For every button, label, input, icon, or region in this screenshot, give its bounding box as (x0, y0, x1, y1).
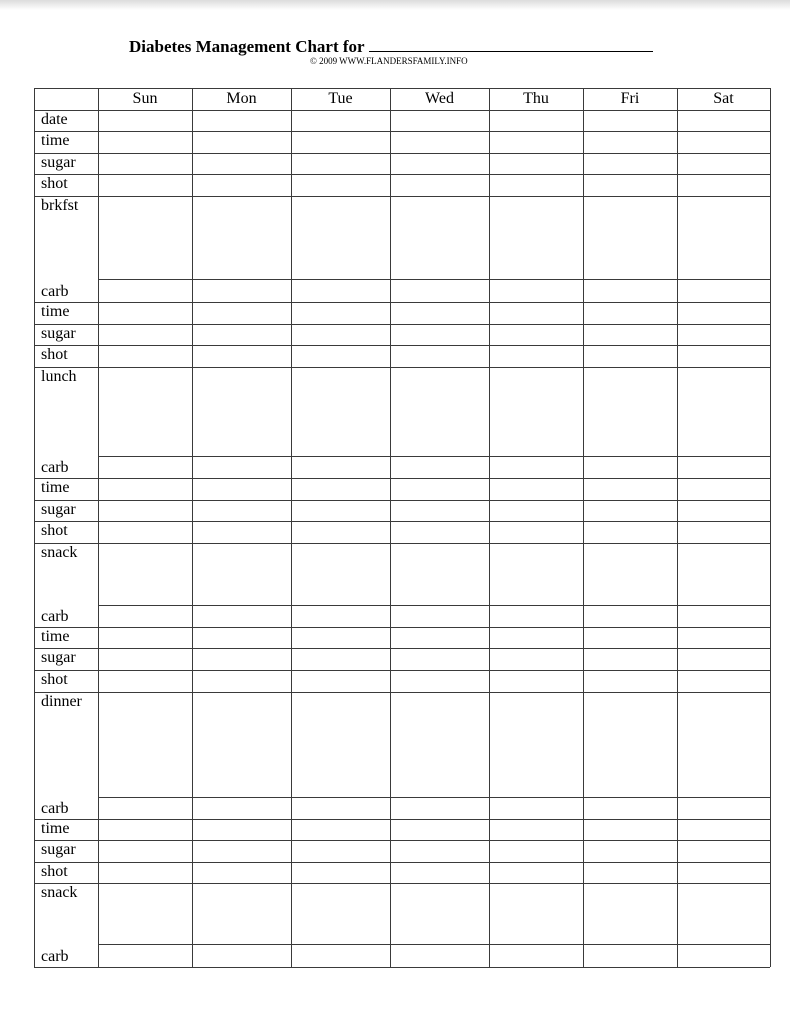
row-label-shot: shot (41, 671, 68, 688)
table-cell-shot-wed[interactable] (390, 862, 489, 883)
table-cell-time-wed[interactable] (390, 819, 489, 840)
table-cell-carb-thu[interactable] (489, 944, 583, 967)
table-cell-shot-thu[interactable] (489, 521, 583, 543)
row-label-sugar: sugar (41, 501, 76, 518)
row-label-carb: carb (41, 283, 69, 300)
table-cell-shot-thu[interactable] (489, 670, 583, 692)
table-border-left (34, 88, 35, 967)
table-cell-shot-sun[interactable] (98, 174, 192, 196)
table-cell-time-mon[interactable] (192, 131, 291, 153)
row-label-time: time (41, 479, 70, 496)
table-cell-sugar-sun[interactable] (98, 648, 192, 670)
page-title (129, 35, 653, 57)
table-cell-carb-sun[interactable] (98, 279, 192, 302)
table-cell-sugar-fri[interactable] (583, 500, 677, 521)
table-cell-sugar-thu[interactable] (489, 840, 583, 862)
row-label-time: time (41, 820, 70, 837)
table-cell-sugar-sat[interactable] (677, 324, 770, 345)
table-cell-shot-mon[interactable] (192, 174, 291, 196)
table-cell-dinner-sun[interactable] (98, 692, 192, 797)
row-label-time: time (41, 132, 70, 149)
table-cell-sugar-sun[interactable] (98, 324, 192, 345)
row-label-carb: carb (41, 459, 69, 476)
column-divider (291, 88, 292, 967)
table-cell-shot-sat[interactable] (677, 862, 770, 883)
table-cell-time-sun[interactable] (98, 131, 192, 153)
table-cell-carb-wed[interactable] (390, 279, 489, 302)
table-cell-time-tue[interactable] (291, 302, 390, 324)
table-cell-brkfst-mon[interactable] (192, 196, 291, 279)
table-cell-sugar-mon[interactable] (192, 324, 291, 345)
table-cell-sugar-wed[interactable] (390, 648, 489, 670)
table-cell-time-sun[interactable] (98, 627, 192, 648)
table-cell-dinner-wed[interactable] (390, 692, 489, 797)
column-header-wed: Wed (425, 90, 454, 107)
table-cell-carb-thu[interactable] (489, 797, 583, 819)
table-cell-carb-sun[interactable] (98, 797, 192, 819)
row-label-snack: snack (41, 544, 78, 561)
table-cell-carb-sun[interactable] (98, 605, 192, 627)
table-cell-carb-wed[interactable] (390, 797, 489, 819)
table-cell-dinner-mon[interactable] (192, 692, 291, 797)
table-cell-sugar-sat[interactable] (677, 648, 770, 670)
table-cell-dinner-sat[interactable] (677, 692, 770, 797)
table-cell-lunch-sun[interactable] (98, 367, 192, 456)
table-cell-sugar-mon[interactable] (192, 153, 291, 174)
table-cell-shot-fri[interactable] (583, 174, 677, 196)
table-cell-time-thu[interactable] (489, 627, 583, 648)
row-label-carb: carb (41, 608, 69, 625)
table-cell-shot-fri[interactable] (583, 862, 677, 883)
table-cell-time-fri[interactable] (583, 819, 677, 840)
table-cell-sugar-fri[interactable] (583, 840, 677, 862)
column-header-fri: Fri (620, 90, 640, 107)
table-cell-sugar-sat[interactable] (677, 840, 770, 862)
table-cell-carb-wed[interactable] (390, 605, 489, 627)
table-cell-shot-sat[interactable] (677, 174, 770, 196)
table-cell-snack-tue[interactable] (291, 883, 390, 944)
table-cell-shot-sat[interactable] (677, 670, 770, 692)
row-label-sugar: sugar (41, 649, 76, 666)
table-cell-sugar-thu[interactable] (489, 500, 583, 521)
column-header-sat: Sat (713, 90, 734, 107)
table-cell-shot-fri[interactable] (583, 345, 677, 367)
table-cell-date-mon[interactable] (192, 110, 291, 131)
table-cell-time-thu[interactable] (489, 131, 583, 153)
table-cell-sugar-mon[interactable] (192, 840, 291, 862)
table-cell-carb-tue[interactable] (291, 605, 390, 627)
table-cell-time-tue[interactable] (291, 478, 390, 500)
table-cell-shot-wed[interactable] (390, 174, 489, 196)
table-cell-carb-tue[interactable] (291, 456, 390, 478)
table-cell-time-sun[interactable] (98, 819, 192, 840)
table-cell-carb-sat[interactable] (677, 456, 770, 478)
table-cell-snack-sat[interactable] (677, 543, 770, 605)
table-cell-shot-tue[interactable] (291, 345, 390, 367)
table-cell-date-sat[interactable] (677, 110, 770, 131)
table-cell-carb-mon[interactable] (192, 279, 291, 302)
table-cell-time-sun[interactable] (98, 302, 192, 324)
table-cell-shot-sun[interactable] (98, 345, 192, 367)
table-cell-dinner-thu[interactable] (489, 692, 583, 797)
row-label-shot: shot (41, 863, 68, 880)
column-divider (192, 88, 193, 967)
table-cell-date-sun[interactable] (98, 110, 192, 131)
table-cell-sugar-tue[interactable] (291, 153, 390, 174)
table-cell-time-wed[interactable] (390, 302, 489, 324)
column-header-tue: Tue (328, 90, 353, 107)
table-cell-sugar-wed[interactable] (390, 500, 489, 521)
table-cell-carb-sun[interactable] (98, 456, 192, 478)
table-cell-brkfst-tue[interactable] (291, 196, 390, 279)
table-cell-time-wed[interactable] (390, 131, 489, 153)
table-cell-shot-fri[interactable] (583, 521, 677, 543)
table-cell-sugar-fri[interactable] (583, 648, 677, 670)
table-cell-shot-sat[interactable] (677, 521, 770, 543)
table-cell-time-thu[interactable] (489, 819, 583, 840)
table-cell-snack-tue[interactable] (291, 543, 390, 605)
table-cell-time-sat[interactable] (677, 131, 770, 153)
table-cell-snack-mon[interactable] (192, 883, 291, 944)
table-cell-shot-thu[interactable] (489, 862, 583, 883)
table-cell-time-wed[interactable] (390, 478, 489, 500)
row-label-time: time (41, 303, 70, 320)
table-cell-time-sat[interactable] (677, 478, 770, 500)
table-cell-lunch-thu[interactable] (489, 367, 583, 456)
column-divider (677, 88, 678, 967)
table-cell-carb-sat[interactable] (677, 279, 770, 302)
table-cell-time-sat[interactable] (677, 302, 770, 324)
table-cell-snack-thu[interactable] (489, 883, 583, 944)
row-label-carb: carb (41, 948, 69, 965)
table-cell-shot-wed[interactable] (390, 345, 489, 367)
table-cell-sugar-tue[interactable] (291, 500, 390, 521)
table-cell-sugar-sun[interactable] (98, 500, 192, 521)
table-cell-snack-sun[interactable] (98, 883, 192, 944)
row-divider (34, 967, 770, 968)
row-label-carb: carb (41, 800, 69, 817)
table-cell-time-tue[interactable] (291, 627, 390, 648)
table-cell-shot-tue[interactable] (291, 862, 390, 883)
table-cell-shot-mon[interactable] (192, 862, 291, 883)
table-cell-shot-mon[interactable] (192, 521, 291, 543)
table-cell-carb-fri[interactable] (583, 797, 677, 819)
table-cell-shot-sun[interactable] (98, 521, 192, 543)
table-cell-carb-fri[interactable] (583, 605, 677, 627)
table-cell-time-tue[interactable] (291, 819, 390, 840)
table-cell-shot-thu[interactable] (489, 345, 583, 367)
table-cell-brkfst-sat[interactable] (677, 196, 770, 279)
table-cell-carb-thu[interactable] (489, 279, 583, 302)
table-cell-date-thu[interactable] (489, 110, 583, 131)
table-cell-snack-fri[interactable] (583, 543, 677, 605)
table-cell-carb-tue[interactable] (291, 944, 390, 967)
table-cell-sugar-tue[interactable] (291, 648, 390, 670)
table-cell-snack-wed[interactable] (390, 883, 489, 944)
row-label-snack: snack (41, 884, 78, 901)
table-cell-carb-fri[interactable] (583, 944, 677, 967)
row-label-shot: shot (41, 522, 68, 539)
table-cell-shot-thu[interactable] (489, 174, 583, 196)
copyright-notice: © 2009 WWW.FLANDERSFAMILY.INFO (310, 56, 468, 66)
table-cell-shot-wed[interactable] (390, 670, 489, 692)
table-cell-time-thu[interactable] (489, 302, 583, 324)
table-cell-sugar-tue[interactable] (291, 324, 390, 345)
table-cell-shot-sun[interactable] (98, 862, 192, 883)
column-divider (583, 88, 584, 967)
table-cell-sugar-fri[interactable] (583, 153, 677, 174)
table-cell-carb-fri[interactable] (583, 279, 677, 302)
table-cell-time-fri[interactable] (583, 302, 677, 324)
table-cell-carb-tue[interactable] (291, 797, 390, 819)
row-label-dinner: dinner (41, 693, 82, 710)
table-cell-sugar-mon[interactable] (192, 500, 291, 521)
table-cell-time-sat[interactable] (677, 627, 770, 648)
table-cell-date-wed[interactable] (390, 110, 489, 131)
table-border-right (770, 88, 771, 967)
table-cell-sugar-sun[interactable] (98, 153, 192, 174)
table-cell-brkfst-fri[interactable] (583, 196, 677, 279)
table-cell-carb-wed[interactable] (390, 456, 489, 478)
column-divider (390, 88, 391, 967)
table-cell-time-wed[interactable] (390, 627, 489, 648)
column-divider (98, 88, 99, 967)
table-cell-time-fri[interactable] (583, 478, 677, 500)
table-cell-carb-sun[interactable] (98, 944, 192, 967)
table-cell-time-mon[interactable] (192, 302, 291, 324)
column-divider (489, 88, 490, 967)
table-cell-brkfst-thu[interactable] (489, 196, 583, 279)
table-cell-carb-sat[interactable] (677, 605, 770, 627)
table-cell-sugar-sat[interactable] (677, 153, 770, 174)
page-top-shadow (0, 0, 790, 10)
row-label-shot: shot (41, 175, 68, 192)
row-label-date: date (41, 111, 68, 128)
table-cell-shot-tue[interactable] (291, 521, 390, 543)
table-cell-date-tue[interactable] (291, 110, 390, 131)
table-cell-shot-tue[interactable] (291, 174, 390, 196)
table-cell-carb-mon[interactable] (192, 944, 291, 967)
column-header-mon: Mon (226, 90, 257, 107)
table-cell-carb-tue[interactable] (291, 279, 390, 302)
table-cell-time-fri[interactable] (583, 627, 677, 648)
table-cell-sugar-wed[interactable] (390, 153, 489, 174)
table-cell-lunch-mon[interactable] (192, 367, 291, 456)
table-cell-carb-fri[interactable] (583, 456, 677, 478)
table-cell-sugar-mon[interactable] (192, 648, 291, 670)
table-cell-snack-wed[interactable] (390, 543, 489, 605)
table-cell-shot-fri[interactable] (583, 670, 677, 692)
table-cell-snack-thu[interactable] (489, 543, 583, 605)
table-cell-carb-thu[interactable] (489, 605, 583, 627)
table-cell-sugar-thu[interactable] (489, 648, 583, 670)
table-cell-time-sun[interactable] (98, 478, 192, 500)
table-cell-carb-mon[interactable] (192, 456, 291, 478)
table-cell-lunch-sat[interactable] (677, 367, 770, 456)
table-cell-sugar-thu[interactable] (489, 324, 583, 345)
table-cell-time-mon[interactable] (192, 819, 291, 840)
table-cell-sugar-sun[interactable] (98, 840, 192, 862)
table-cell-snack-sat[interactable] (677, 883, 770, 944)
table-cell-carb-mon[interactable] (192, 797, 291, 819)
table-cell-brkfst-wed[interactable] (390, 196, 489, 279)
table-cell-dinner-tue[interactable] (291, 692, 390, 797)
table-cell-snack-sun[interactable] (98, 543, 192, 605)
table-cell-shot-mon[interactable] (192, 345, 291, 367)
table-cell-shot-mon[interactable] (192, 670, 291, 692)
table-cell-shot-sat[interactable] (677, 345, 770, 367)
table-cell-snack-fri[interactable] (583, 883, 677, 944)
table-border-top (34, 88, 770, 89)
table-cell-carb-wed[interactable] (390, 944, 489, 967)
table-cell-sugar-wed[interactable] (390, 840, 489, 862)
table-cell-date-fri[interactable] (583, 110, 677, 131)
table-cell-sugar-thu[interactable] (489, 153, 583, 174)
table-cell-time-mon[interactable] (192, 478, 291, 500)
row-label-shot: shot (41, 346, 68, 363)
table-cell-time-fri[interactable] (583, 131, 677, 153)
table-cell-time-mon[interactable] (192, 627, 291, 648)
row-label-lunch: lunch (41, 368, 77, 385)
row-label-sugar: sugar (41, 841, 76, 858)
table-cell-carb-sat[interactable] (677, 944, 770, 967)
table-cell-sugar-fri[interactable] (583, 324, 677, 345)
row-label-sugar: sugar (41, 154, 76, 171)
table-cell-brkfst-sun[interactable] (98, 196, 192, 279)
table-cell-time-sat[interactable] (677, 819, 770, 840)
table-cell-sugar-wed[interactable] (390, 324, 489, 345)
table-cell-shot-wed[interactable] (390, 521, 489, 543)
table-cell-carb-thu[interactable] (489, 456, 583, 478)
table-cell-dinner-fri[interactable] (583, 692, 677, 797)
table-cell-shot-tue[interactable] (291, 670, 390, 692)
table-cell-shot-sun[interactable] (98, 670, 192, 692)
table-cell-carb-mon[interactable] (192, 605, 291, 627)
table-cell-time-thu[interactable] (489, 478, 583, 500)
table-cell-sugar-sat[interactable] (677, 500, 770, 521)
table-cell-carb-sat[interactable] (677, 797, 770, 819)
row-label-sugar: sugar (41, 325, 76, 342)
row-label-brkfst: brkfst (41, 197, 79, 214)
table-cell-sugar-tue[interactable] (291, 840, 390, 862)
name-blank-line[interactable] (369, 35, 653, 52)
column-header-sun: Sun (132, 90, 158, 107)
row-label-time: time (41, 628, 70, 645)
table-cell-lunch-fri[interactable] (583, 367, 677, 456)
table-cell-lunch-tue[interactable] (291, 367, 390, 456)
title-text: Diabetes Management Chart for (129, 37, 365, 56)
column-header-thu: Thu (523, 90, 549, 107)
table-cell-lunch-wed[interactable] (390, 367, 489, 456)
table-cell-snack-mon[interactable] (192, 543, 291, 605)
table-cell-time-tue[interactable] (291, 131, 390, 153)
